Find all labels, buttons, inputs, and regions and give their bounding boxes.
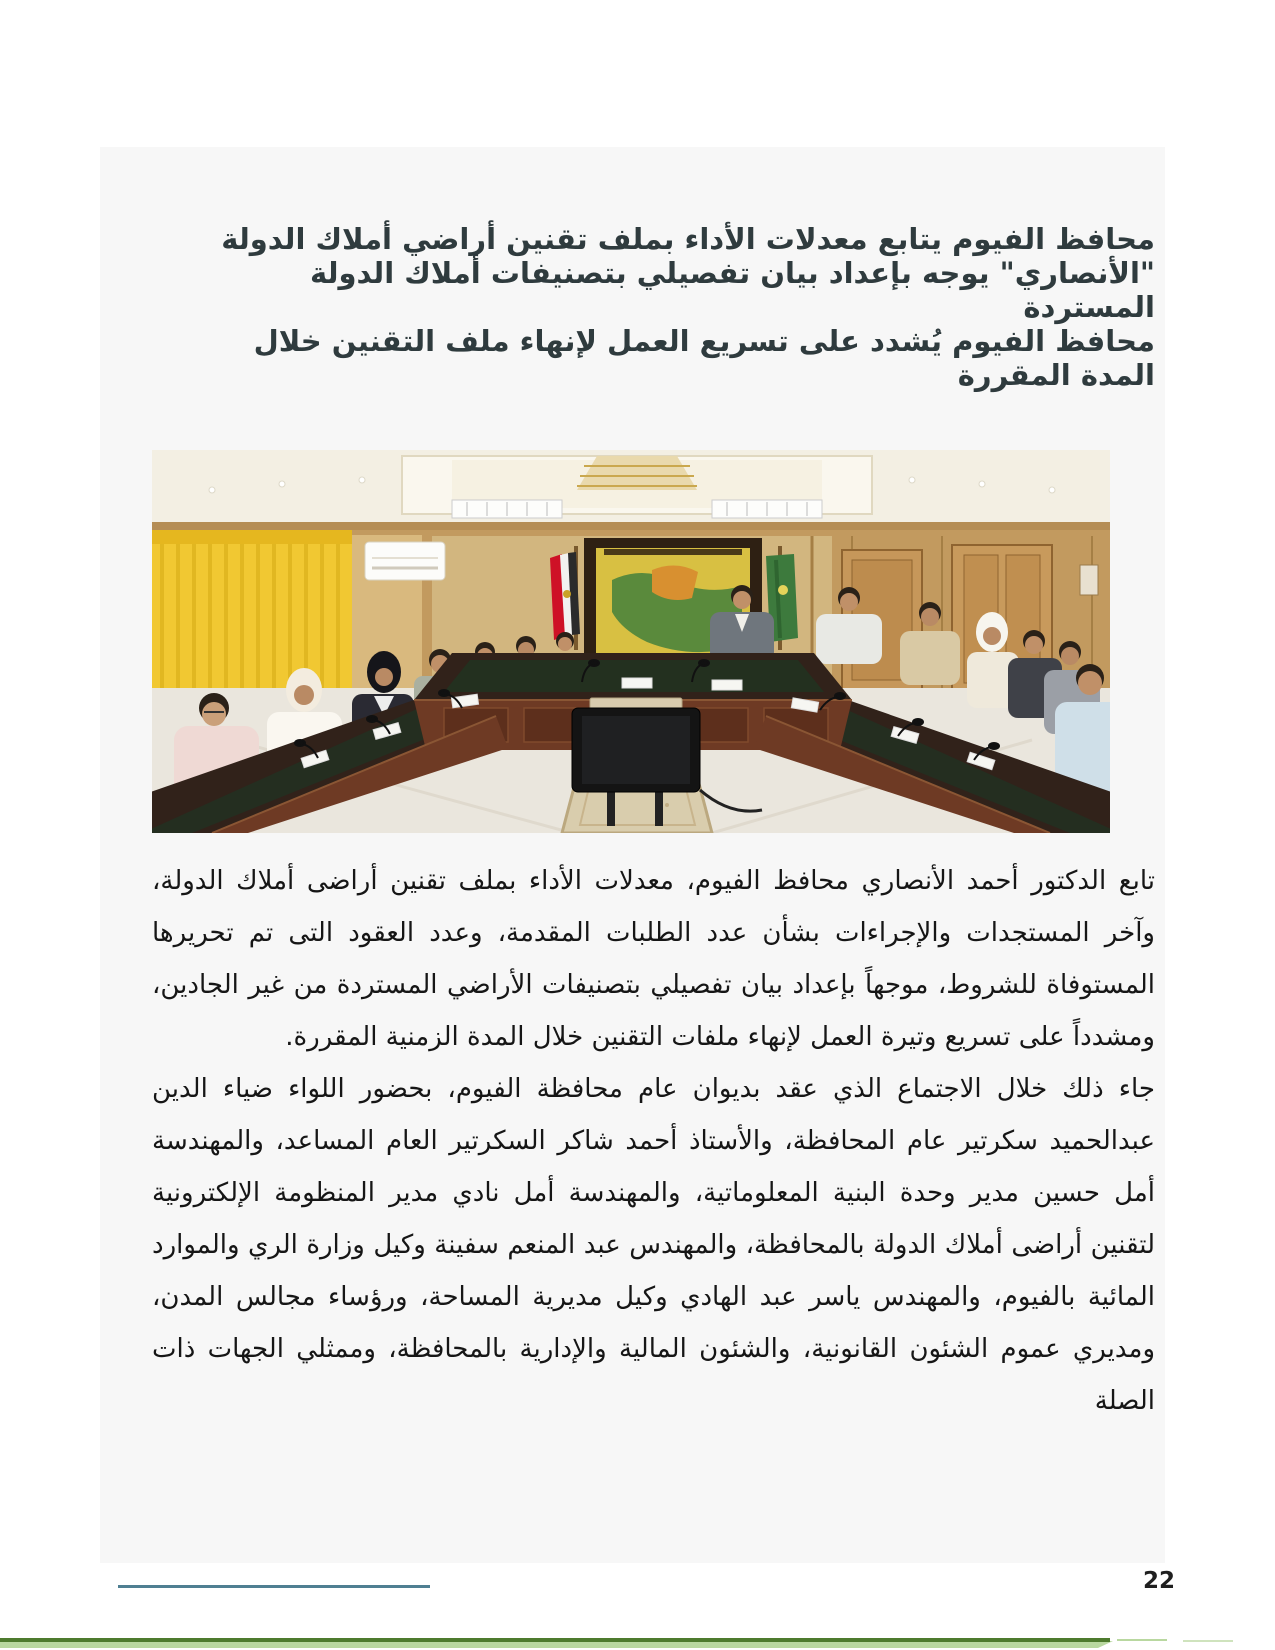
footer-bar-light-band (0, 1641, 1113, 1648)
article-paragraph: تابع الدكتور أحمد الأنصاري محافظ الفيوم، معدلات الأداء بملف تقنين أراضى أملاك الدولة، وآخر المستجدات والإجراءات بشأن عدد الطلبات المقدمة، وعدد العقود التى تم تحريرها المستوفاة للشروط، موجهاً بإعداد بيان تفصيلي بتصنيفات الأراضي المستردة من غير الجادين، ومشدداً على تسريع وتيرة العمل لإنهاء ملفات التقنين خلال المدة الزمنية المقررة. (152, 866, 1155, 1052)
meeting-photo (152, 450, 1110, 833)
article-paragraph: جاء ذلك خلال الاجتماع الذي عقد بديوان عام محافظة الفيوم، بحضور اللواء ضياء الدين عبدالحميد سكرتير عام المحافظة، والأستاذ أحمد شاكر السكرتير العام المساعد، والمهندسة أمل حسين مدير وحدة البنية المعلوماتية، والمهندسة أمل نادي مدير المنظومة الإلكترونية لتقنين أراضى أملاك الدولة بالمحافظة، والمهندس عبد المنعم سفينة وكيل وزارة الري والموارد المائية بالفيوم، والمهندس ياسر عبد الهادي وكيل مديرية المساحة، ورؤساء مجالس المدن، ومديري عموم الشئون القانونية، والشئون المالية والإدارية بالمحافظة، وممثلي الجهات ذات الصلة (152, 1074, 1155, 1416)
headline-line: محافظ الفيوم يتابع معدلات الأداء بملف تقنين أراضي أملاك الدولة (221, 222, 1155, 256)
footer-green-bar (0, 1638, 1275, 1650)
headline-line: المستردة (1023, 290, 1155, 324)
footer-bar-dash (1117, 1639, 1167, 1641)
page-number: 22 (1142, 1568, 1175, 1594)
headline-line: محافظ الفيوم يُشدد على تسريع العمل لإنهاء ملف التقنين خلال (253, 324, 1155, 358)
headline-line: المدة المقررة (957, 358, 1155, 392)
article-headline (152, 222, 1155, 392)
ac-unit (365, 542, 445, 580)
article-card (100, 147, 1165, 1563)
headline-line: "الأنصاري" يوجه بإعداد بيان تفصيلي بتصنيفات أملاك الدولة (310, 256, 1155, 290)
footer-divider-line (118, 1585, 430, 1588)
article-content (100, 147, 1165, 1427)
chandelier-icon (577, 456, 697, 490)
article-body (152, 855, 1155, 1427)
footer-bar-dark-line (0, 1638, 1110, 1642)
footer-bar-dash (1183, 1640, 1233, 1642)
